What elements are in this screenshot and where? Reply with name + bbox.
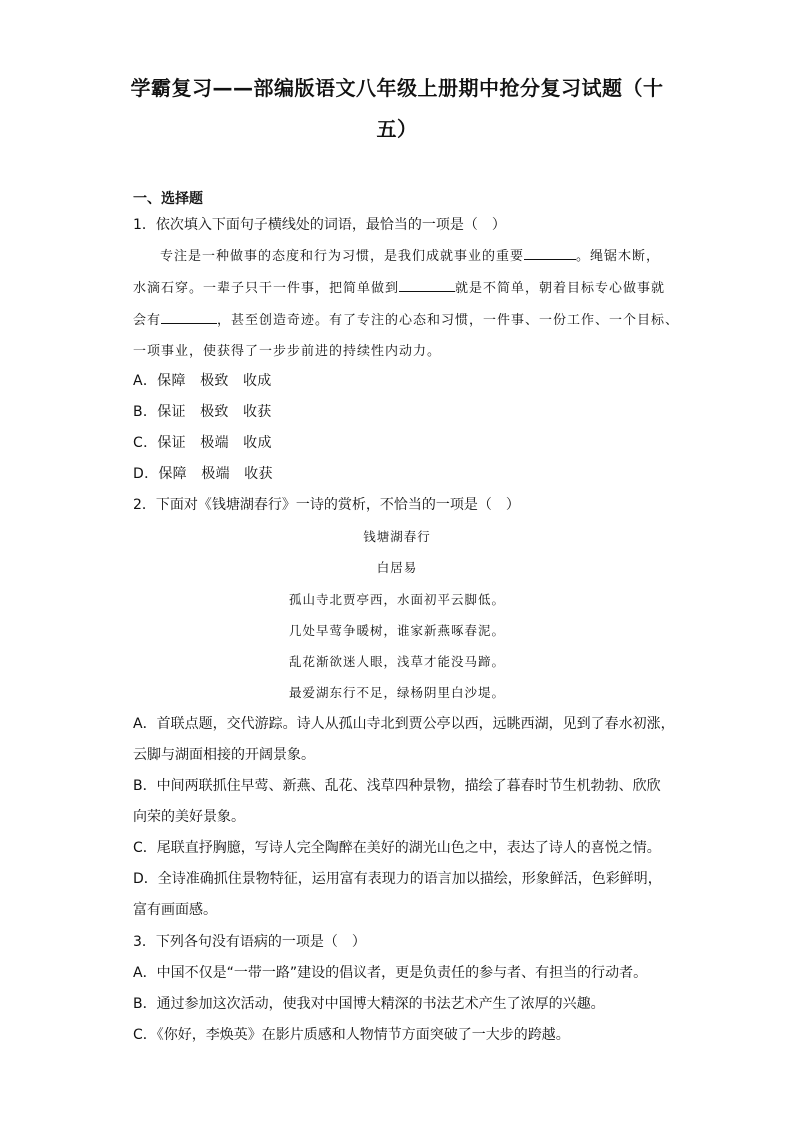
poem-line-2: 几处早莺争暖树，谁家新燕啄春泥。 [288,623,505,638]
q1-option-a: A．保障 极致 收成 [133,373,272,389]
doc-title-line1: 学霸复习——部编版语文八年级上册期中抢分复习试题（十 [130,76,664,100]
q1-stem: 1．依次填入下面句子横线处的词语，最恰当的一项是（ ） [133,217,506,233]
q1-blank-3 [161,310,217,324]
q2-option-c: C．尾联直抒胸臆，写诗人完全陶醉在美好的湖光山色之中，表达了诗人的喜悦之情。 [133,840,661,856]
q1-option-c: C．保证 极端 收成 [133,435,272,451]
q2-option-b-line1: B．中间两联抓住早莺、新燕、乱花、浅草四种景物，描绘了暮春时节生机勃勃、欣欣 [133,778,661,794]
poem-line-1: 孤山寺北贾亭西，水面初平云脚低。 [288,592,505,607]
q1-option-d: D．保障 极端 收获 [133,466,273,482]
q2-option-b-line2: 向荣的美好景象。 [133,809,245,825]
poem-title: 钱塘湖春行 [363,529,431,544]
q2-option-d-line1: D．全诗准确抓住景物特征，运用富有表现力的语言加以描绘，形象鲜活，色彩鲜明， [133,871,662,887]
section-heading: 一、选择题 [133,191,203,207]
doc-title-line2: 五） [376,117,418,141]
q1-option-b: B．保证 极致 收获 [133,404,272,420]
poem-line-3: 乱花渐欲迷人眼，浅草才能没马蹄。 [288,654,505,669]
q1-blank-2 [399,278,455,292]
poem-line-4: 最爱湖东行不足，绿杨阴里白沙堤。 [288,685,505,700]
q1-passage-line2: 水滴石穿。一辈子只干一件事，把简单做到 就是不简单，朝着目标专心做事就 [133,277,665,296]
q3-option-c: C．《你好，李焕英》在影片质感和人物情节方面突破了一大步的跨越。 [133,1027,570,1043]
q3-option-a: A．中国不仅是“一带一路”建设的倡议者，更是负责任的参与者、有担当的行动者。 [133,965,648,981]
q1-passage-line4: 一项事业，使获得了一步步前进的持续性内动力。 [133,344,442,359]
q2-option-a-line1: A．首联点题，交代游踪。诗人从孤山寺北到贾公亭以西，远眺西湖，见到了春水初涨， [133,716,675,732]
q1-passage-line1: 专注是一种做事的态度和行为习惯，是我们成就事业的重要 。绳锯木断， [160,245,660,264]
q2-option-d-line2: 富有画面感。 [133,902,217,918]
poem-author: 白居易 [376,560,418,575]
q2-option-a-line2: 云脚与湖面相接的开阔景象。 [133,747,315,763]
q1-blank-1 [524,246,576,260]
q3-stem: 3．下列各句没有语病的一项是（ ） [133,934,366,950]
q2-stem: 2．下面对《钱塘湖春行》一诗的赏析，不恰当的一项是（ ） [133,497,520,513]
q1-passage-line3: 会有 ，甚至创造奇迹。有了专注的心态和习惯，一件事、一份工作、一个目标、 [133,309,679,328]
q3-option-b: B．通过参加这次活动，使我对中国博大精深的书法艺术产生了浓厚的兴趣。 [133,996,605,1012]
